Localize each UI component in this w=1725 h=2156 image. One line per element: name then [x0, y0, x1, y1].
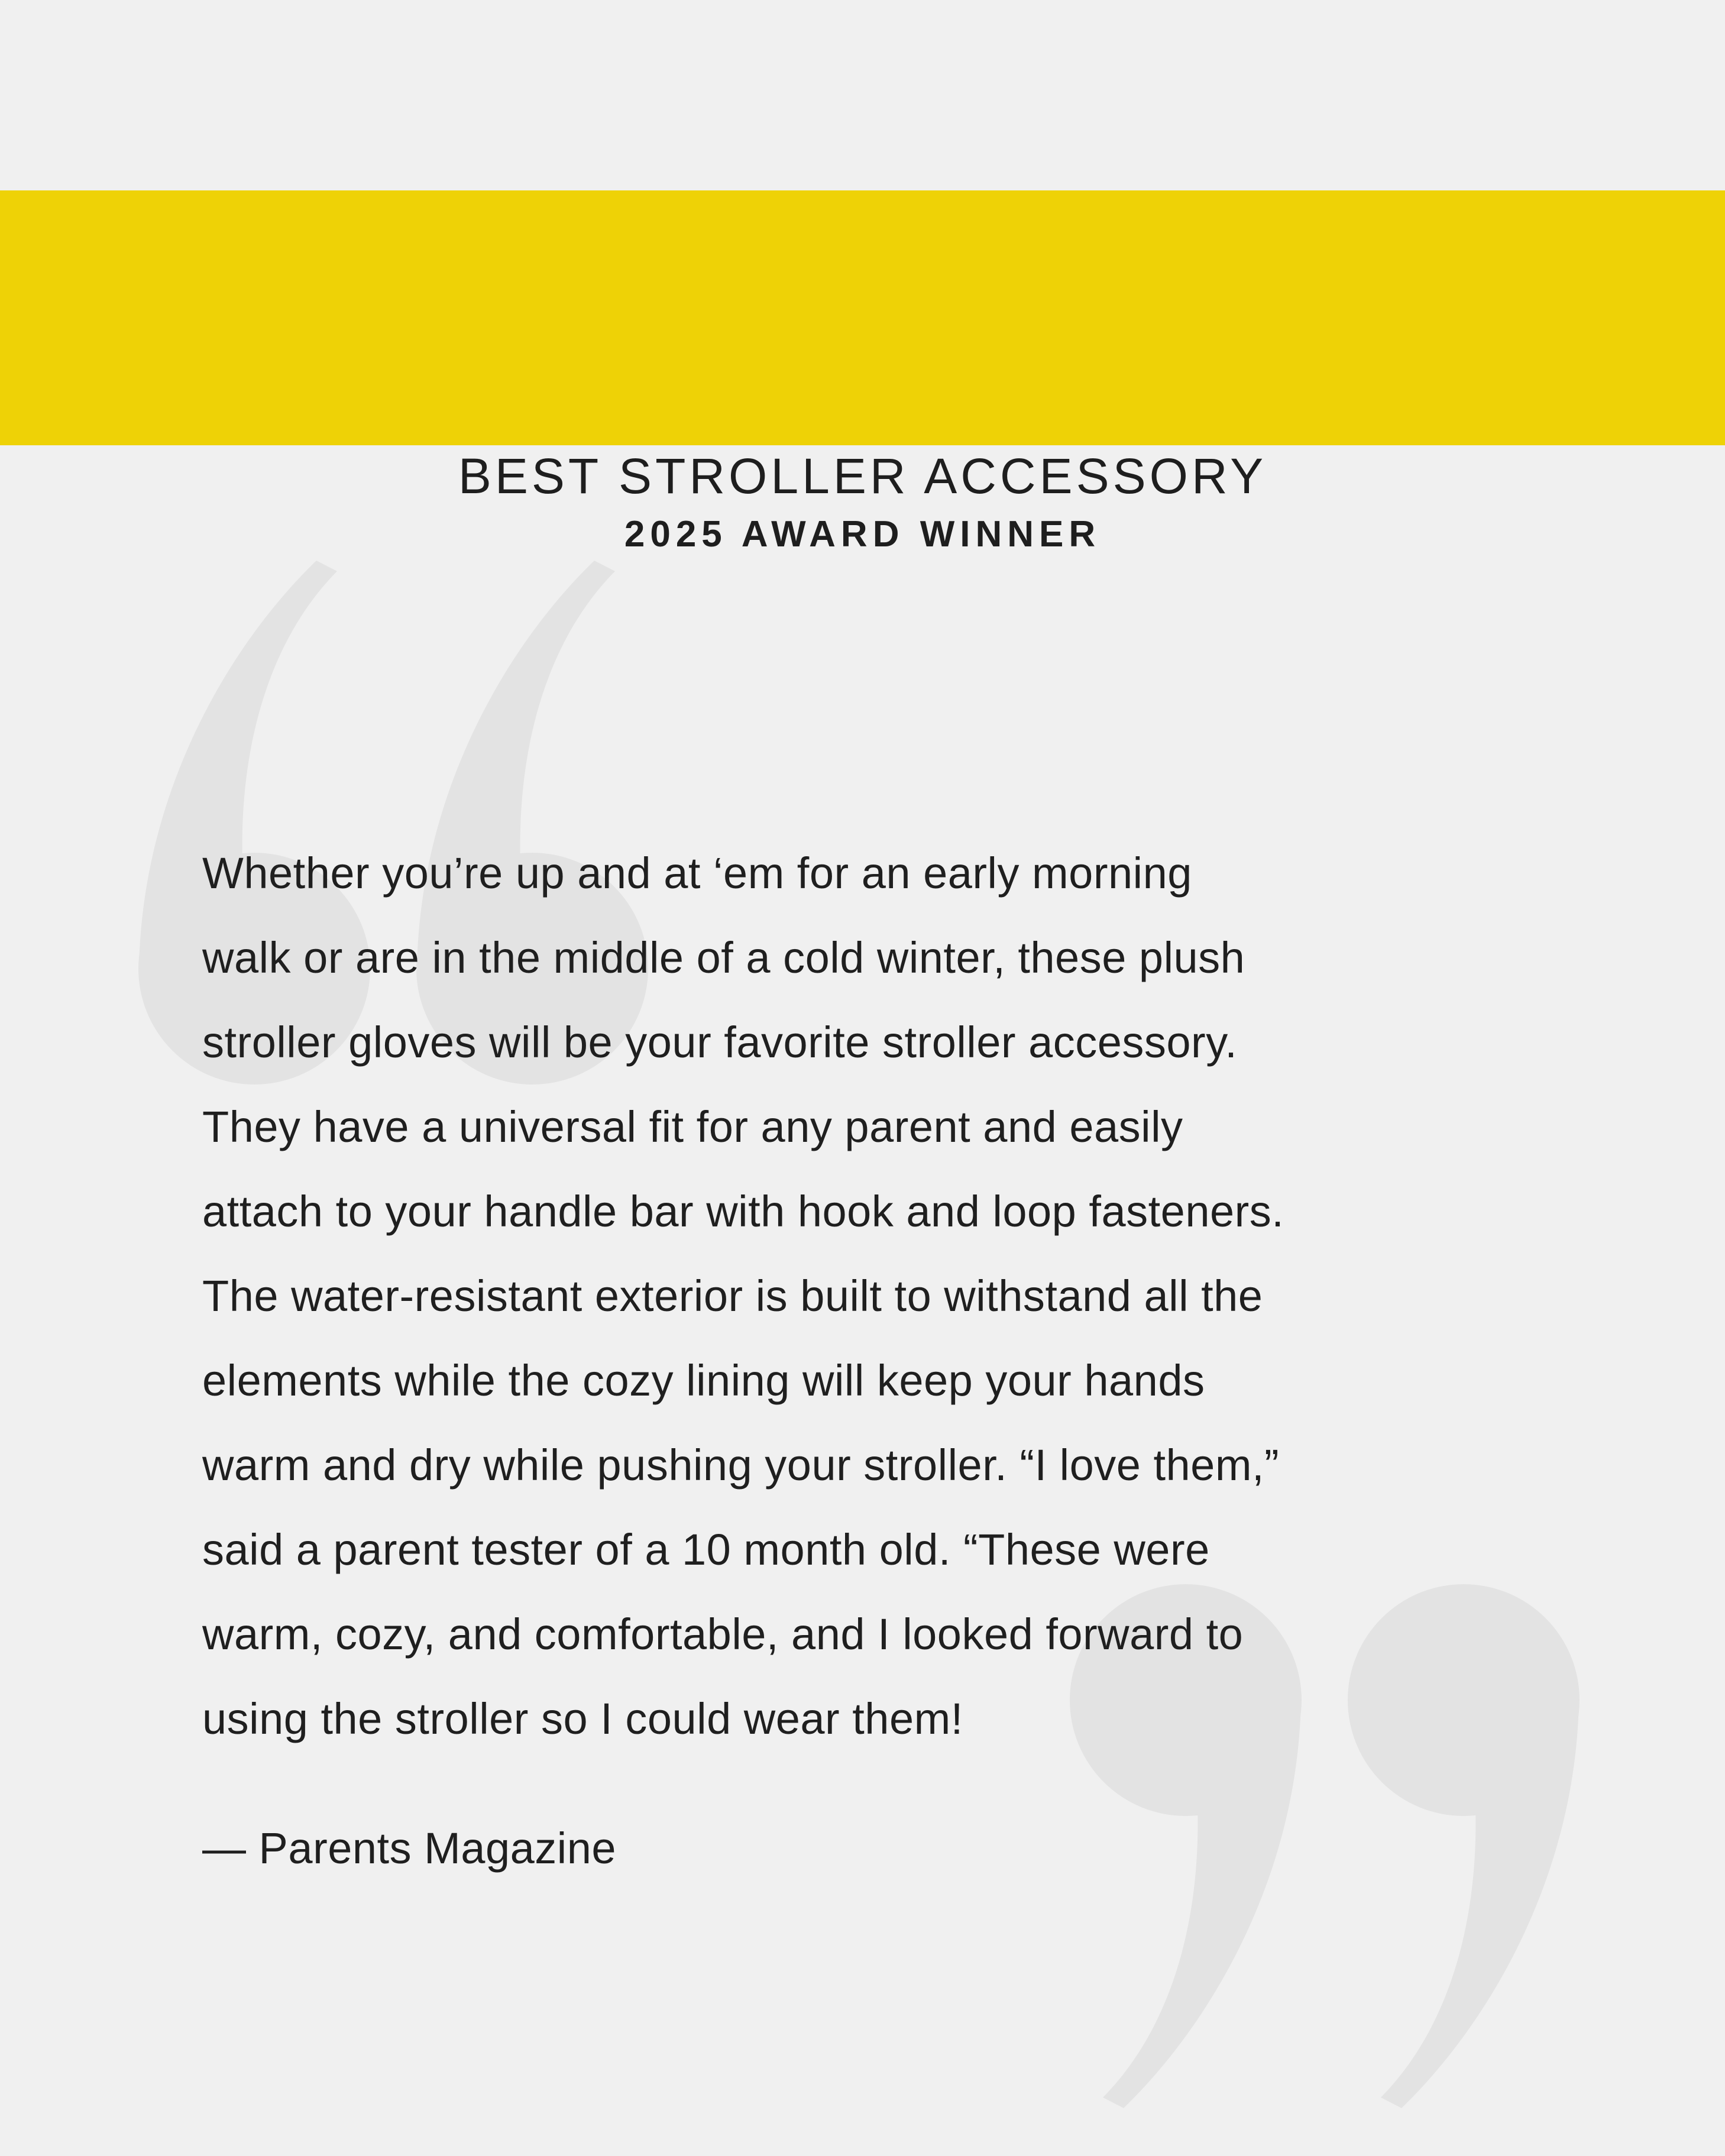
- award-banner-subtitle: 2025 AWARD WINNER: [624, 514, 1101, 555]
- quote-line: stroller gloves will be your favorite stroller accessory.: [202, 1018, 1238, 1067]
- quote-line: said a parent tester of a 10 month old. “These were: [202, 1525, 1210, 1574]
- quote-line: attach to your handle bar with hook and loop fasteners.: [202, 1187, 1284, 1236]
- quote-line: elements while the cozy lining will keep your hands: [202, 1356, 1205, 1405]
- testimonial-quote: [202, 831, 1562, 1761]
- quote-line: walk or are in the middle of a cold winter, these plush: [202, 933, 1245, 982]
- quote-line: The water-resistant exterior is built to withstand all the: [202, 1271, 1263, 1320]
- quote-line: warm and dry while pushing your stroller. “I love them,”: [202, 1440, 1280, 1490]
- quote-line: using the stroller so I could wear them!: [202, 1694, 963, 1743]
- quote-line: warm, cozy, and comfortable, and I looked forward to: [202, 1610, 1244, 1659]
- quote-line: Whether you’re up and at ‘em for an early morning: [202, 849, 1192, 898]
- award-banner-title: BEST STROLLER ACCESSORY: [458, 448, 1267, 504]
- award-banner: [0, 190, 1725, 555]
- quote-attribution: — Parents Magazine: [202, 1824, 617, 1873]
- quote-line: They have a universal fit for any parent and easily: [202, 1102, 1183, 1151]
